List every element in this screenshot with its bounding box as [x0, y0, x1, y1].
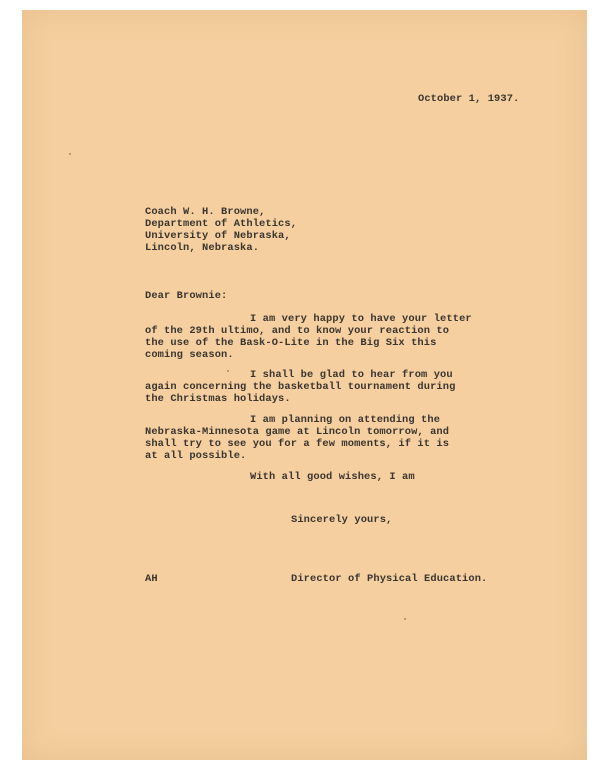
- paragraph-1-line-2: of the 29th ultimo, and to know your reaction to: [145, 325, 450, 337]
- paragraph-1-line-3: the use of the Bask-O-Lite in the Big Six this: [145, 337, 437, 349]
- wishes-line: With all good wishes, I am: [250, 471, 415, 483]
- typist-initials: AH: [145, 573, 158, 585]
- paragraph-2-line-1: I shall be glad to hear from you: [250, 369, 453, 381]
- paragraph-2-line-2: again concerning the basketball tournament during: [145, 381, 456, 393]
- paper-speck: [69, 153, 71, 155]
- paragraph-1-line-4: coming season.: [145, 349, 234, 361]
- recipient-name: Coach W. H. Browne,: [145, 206, 266, 218]
- paper-speck: [404, 618, 406, 620]
- closing: Sincerely yours,: [291, 514, 393, 526]
- paragraph-2-line-3: the Christmas holidays.: [145, 393, 291, 405]
- salutation: Dear Brownie:: [145, 290, 228, 302]
- paragraph-1-line-1: I am very happy to have your letter: [250, 313, 472, 325]
- paper-speck: [227, 370, 229, 372]
- signature-title: Director of Physical Education.: [291, 573, 488, 585]
- paragraph-3-line-3: shall try to see you for a few moments, if it is: [145, 438, 450, 450]
- recipient-location: Lincoln, Nebraska.: [145, 242, 260, 254]
- paragraph-3-line-2: Nebraska-Minnesota game at Lincoln tomorrow, and: [145, 426, 450, 438]
- recipient-department: Department of Athletics,: [145, 218, 298, 230]
- recipient-institution: University of Nebraska,: [145, 230, 291, 242]
- letter-date: October 1, 1937.: [418, 93, 520, 105]
- paragraph-3-line-1: I am planning on attending the: [250, 414, 441, 426]
- paragraph-3-line-4: at all possible.: [145, 450, 247, 462]
